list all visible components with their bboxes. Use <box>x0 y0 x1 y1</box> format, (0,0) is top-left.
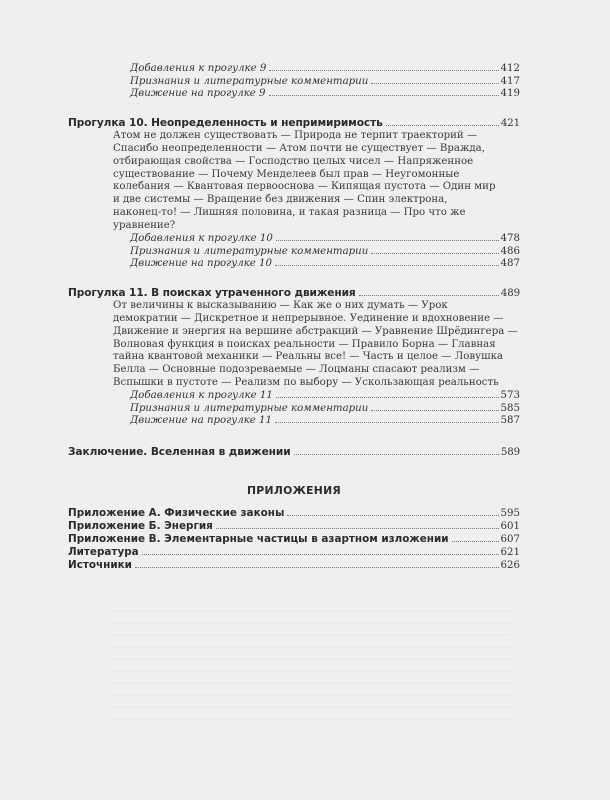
description-line: тайна квантовой механики — Реальны все! — Часть и целое — Ловушка <box>113 351 504 363</box>
page-number: 412 <box>500 63 520 74</box>
description-line: Движение и энергия на вершине абстракций — Уравнение Шрёдингера — <box>113 325 518 337</box>
description-line: колебания — Квантовая первооснова — Кипящая пустота — Один мир <box>113 181 496 193</box>
dot-leader <box>276 240 499 241</box>
page-number: 573 <box>500 390 520 402</box>
conclusion-title: Заключение. Вселенная в движении <box>68 445 291 458</box>
toc-subentry[interactable] <box>130 88 520 101</box>
appendix-title: Источники <box>68 558 132 571</box>
page-number: 595 <box>500 507 520 519</box>
page-number: 487 <box>500 258 520 270</box>
description-line: и две системы — Вращение без движения — Спин электрона, <box>113 194 448 206</box>
description-line: Атом не должен существовать — Природа не терпит траекторий — <box>113 129 478 141</box>
page-number: 587 <box>500 415 520 427</box>
description-line: демократии — Дискретное и непрерывное. Уединение и вдохновение — <box>113 312 504 324</box>
toc-subentry[interactable] <box>130 76 520 89</box>
description-line: уравнение? <box>113 220 176 232</box>
page-number: 489 <box>500 287 520 299</box>
page-number: 585 <box>500 402 520 414</box>
chapter-10 <box>68 117 520 271</box>
dot-leader <box>142 554 499 555</box>
conclusion <box>68 446 520 459</box>
page-number: 419 <box>500 88 520 100</box>
dot-leader <box>276 397 499 398</box>
toc-appendix-entry[interactable] <box>68 520 520 533</box>
page-number: 421 <box>500 117 520 129</box>
dot-leader <box>371 410 498 411</box>
dot-leader <box>135 567 499 568</box>
toc-subentry[interactable] <box>130 233 520 246</box>
chapter-11 <box>68 287 520 428</box>
bleed-through-texture <box>110 600 510 730</box>
chapter-title: Прогулка 11. В поисках утраченного движения <box>68 286 356 299</box>
page-number: 589 <box>500 446 520 458</box>
appendix-title: Литература <box>68 545 139 558</box>
toc-chapter-entry[interactable] <box>68 287 520 300</box>
subentry-title: Добавления к прогулке 9 <box>130 63 267 74</box>
dot-leader <box>359 295 499 296</box>
chapter-description <box>113 130 520 233</box>
appendices-heading: ПРИЛОЖЕНИЯ <box>246 483 342 497</box>
subentry-title: Движение на прогулке 11 <box>130 415 273 427</box>
toc-chapter-entry[interactable] <box>68 117 520 130</box>
chapter-description <box>113 300 520 390</box>
description-line: существование — Почему Менделеев был прав — Неугомонные <box>113 168 460 180</box>
dot-leader <box>294 454 499 455</box>
page-number: 486 <box>500 245 520 257</box>
page-number: 601 <box>500 520 520 532</box>
toc-conclusion-entry[interactable] <box>68 446 520 459</box>
dot-leader <box>269 70 498 71</box>
dot-leader <box>269 95 499 96</box>
subentry-title: Признания и литературные комментарии <box>130 245 369 257</box>
table-of-contents <box>68 63 520 572</box>
appendix-title: Приложение А. Физические законы <box>68 506 285 519</box>
appendix-title: Приложение В. Элементарные частицы в азартном изложении <box>68 532 449 545</box>
toc-appendix-entry[interactable] <box>68 533 520 546</box>
toc-subentry[interactable] <box>130 390 520 403</box>
dot-leader <box>275 265 499 266</box>
toc-appendix-entry[interactable] <box>68 559 520 572</box>
page-number: 478 <box>500 233 520 245</box>
description-line: отбирающая свойства — Господство целых чисел — Напряженное <box>113 155 474 167</box>
toc-subentry[interactable] <box>130 415 520 428</box>
subentry-title: Движение на прогулке 10 <box>130 258 273 270</box>
dot-leader <box>287 515 498 516</box>
dot-leader <box>386 125 499 126</box>
description-line: Белла — Основные подозреваемые — Лоцманы спасают реализм — <box>113 364 480 376</box>
description-line: Спасибо неопределенности — Атом почти не существует — Вражда, <box>113 142 485 154</box>
page-number: 607 <box>500 533 520 545</box>
page-number: 417 <box>500 75 520 87</box>
subentry-title: Добавления к прогулке 10 <box>130 233 273 245</box>
subentry-title: Движение на прогулке 9 <box>130 88 266 100</box>
description-line: Волновая функция в поисках реальности — Правило Борна — Главная <box>113 338 496 350</box>
toc-appendix-entry[interactable] <box>68 507 520 520</box>
page-number: 621 <box>500 546 520 558</box>
toc-subentry[interactable] <box>130 246 520 259</box>
toc-appendix-entry[interactable] <box>68 546 520 559</box>
subentry-title: Признания и литературные комментарии <box>130 75 369 87</box>
subentry-title: Признания и литературные комментарии <box>130 402 369 414</box>
dot-leader <box>216 528 499 529</box>
dot-leader <box>371 253 498 254</box>
dot-leader <box>371 83 498 84</box>
toc-subentry[interactable] <box>130 403 520 416</box>
toc-subentry[interactable] <box>130 258 520 271</box>
page-number: 626 <box>500 559 520 571</box>
description-line: От величины к высказыванию — Как же о них думать — Урок <box>113 299 448 311</box>
chapter-9-subentries <box>68 63 520 101</box>
description-line: Вспышки в пустоте — Реализм по выбору — Ускользающая реальность <box>113 377 499 389</box>
toc-subentry[interactable] <box>130 63 520 76</box>
appendices-list <box>68 507 520 572</box>
appendix-title: Приложение Б. Энергия <box>68 519 213 532</box>
description-line: наконец-то! — Лишняя половина, и такая разница — Про что же <box>113 207 466 219</box>
dot-leader <box>452 541 499 542</box>
chapter-title: Прогулка 10. Неопределенность и непримиримость <box>68 116 383 129</box>
dot-leader <box>275 422 499 423</box>
subentry-title: Добавления к прогулке 11 <box>130 390 273 402</box>
